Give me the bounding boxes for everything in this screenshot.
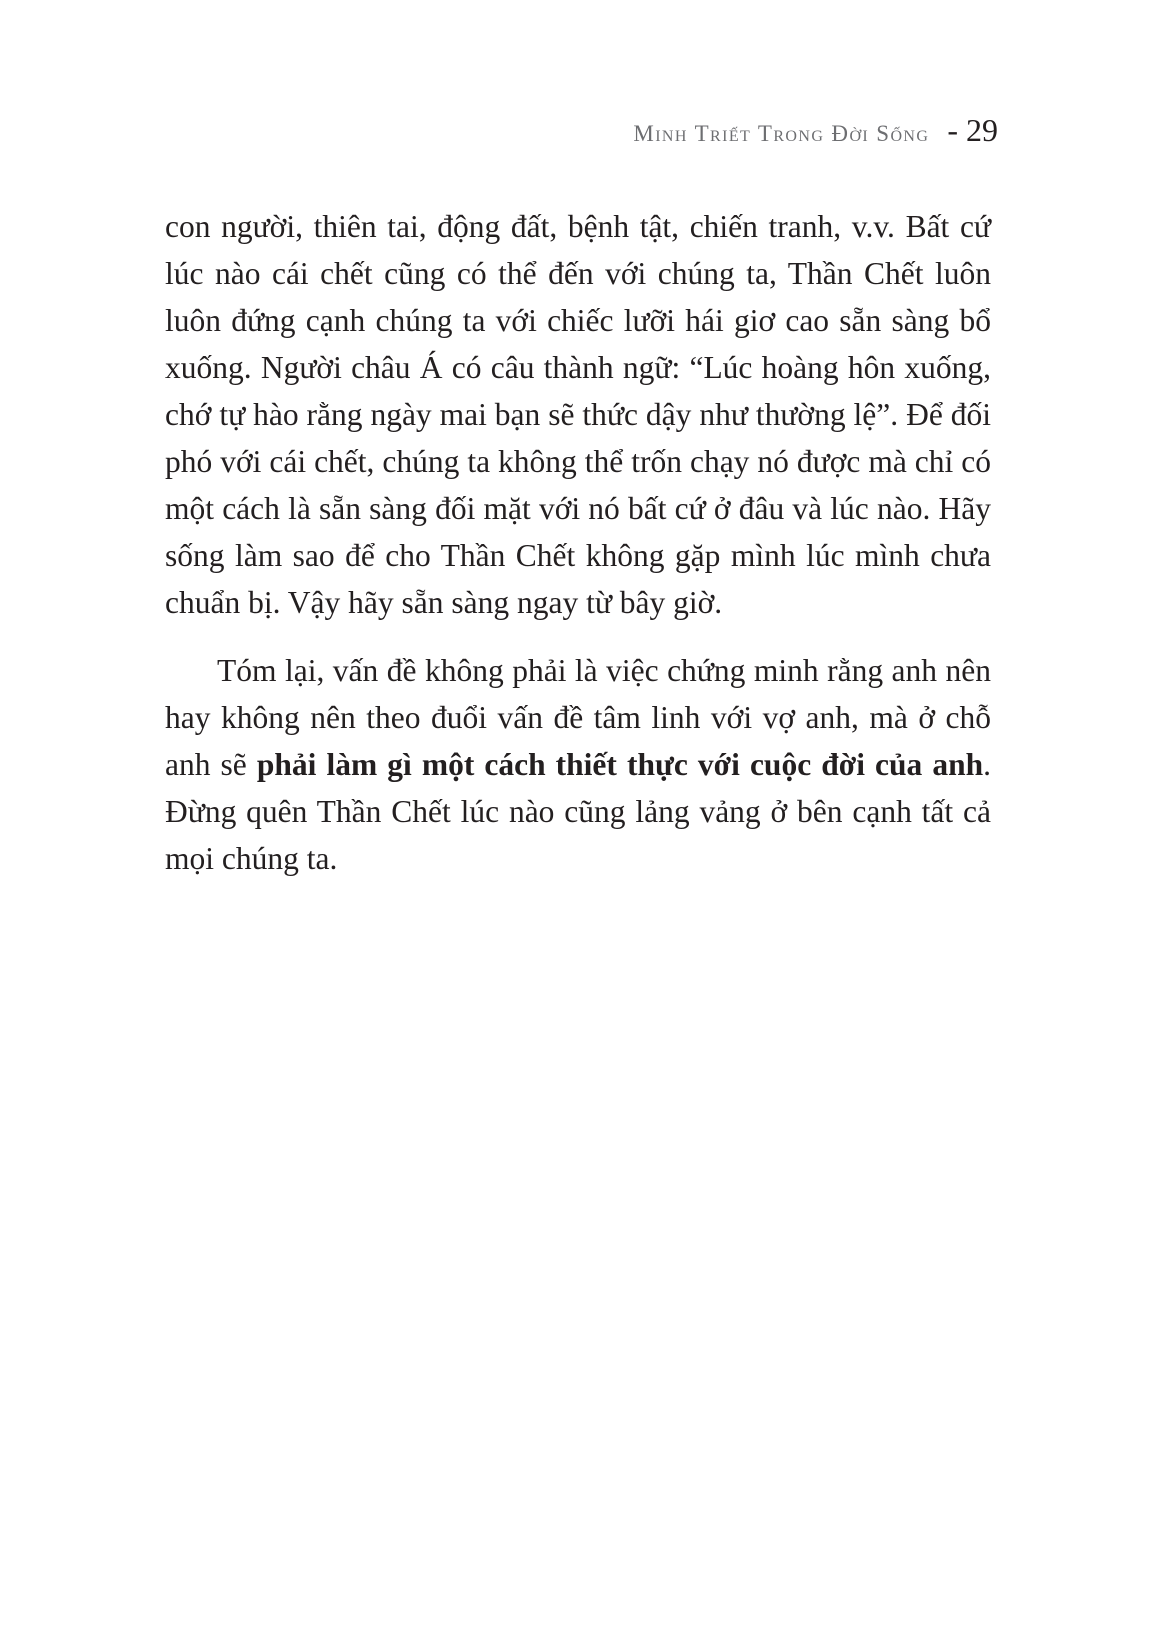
paragraph-2 <box>165 647 991 882</box>
book-title: Minh Triết Trong Đời Sống <box>633 121 930 146</box>
paragraph-1: con người, thiên tai, động đất, bệnh tật, chiến tranh, v.v. Bất cứ lúc nào cái chết cũng có thể đến với chúng ta, Thần Chết luôn luôn đứng cạnh chúng ta với chiếc lưỡi hái giơ cao sẵn sàng bổ xuống. Người châu Á có câu thành ngữ: “Lúc hoàng hôn xuống, chớ tự hào rằng ngày mai bạn sẽ thức dậy như thường lệ”. Để đối phó với cái chết, chúng ta không thể trốn chạy nó được mà chỉ có một cách là sẵn sàng đối mặt với nó bất cứ ở đâu và lúc nào. Hãy sống làm sao để cho Thần Chết không gặp mình lúc mình chưa chuẩn bị. Vậy hãy sẵn sàng ngay từ bây giờ. <box>165 209 991 620</box>
running-header <box>633 112 998 149</box>
paragraph-2-bold-text: phải làm gì một cách thiết thực với cuộc đời của anh <box>256 747 984 782</box>
paragraph-2-text-start: Tóm lại, vấn đề không phải là việc chứng minh rằng anh nên hay không nên theo đuổi vấn đề tâm linh với vợ anh, mà ở chỗ anh sẽ <box>165 653 991 782</box>
paragraph-2-text-end: . Đừng quên Thần Chết lúc nào cũng lảng vảng ở bên cạnh tất cả mọi chúng ta. <box>165 747 991 876</box>
body-text <box>165 203 991 882</box>
page-number: - 29 <box>947 112 998 148</box>
